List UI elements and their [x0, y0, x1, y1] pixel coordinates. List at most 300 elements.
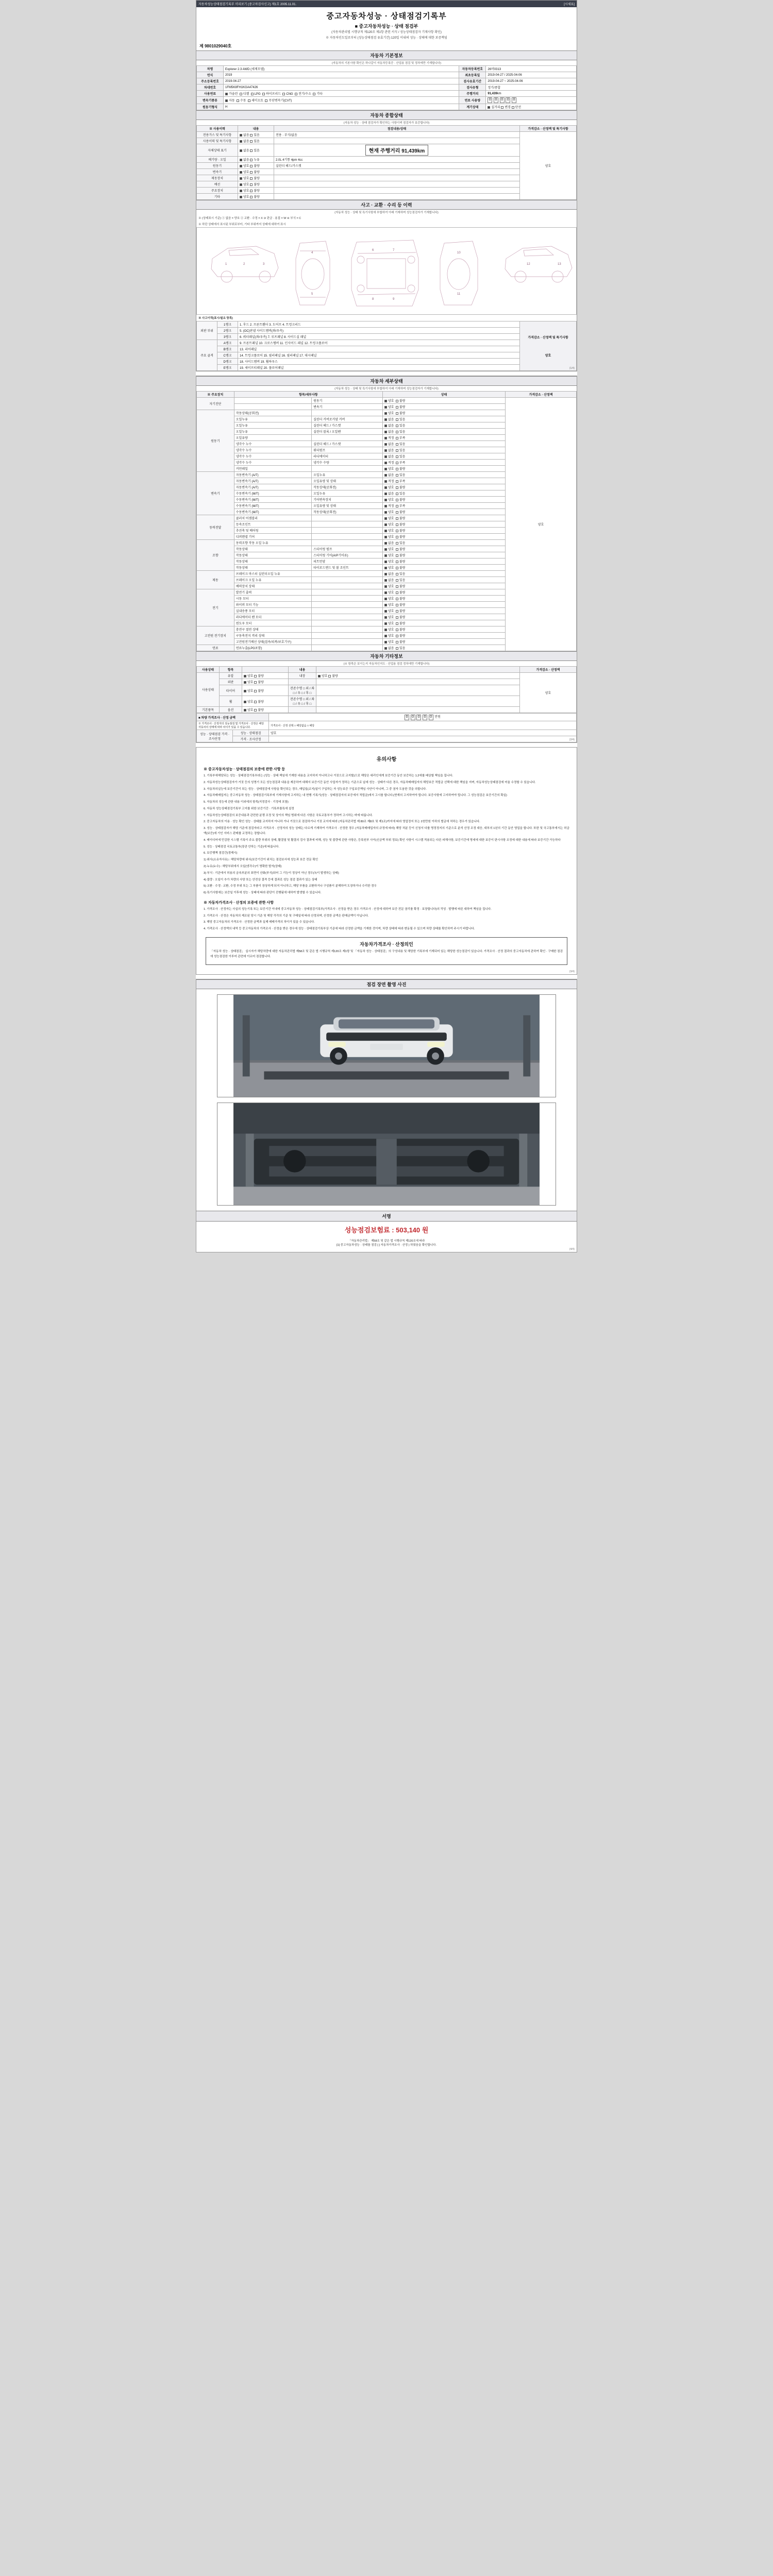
checkbox-cvt[interactable]: [265, 99, 267, 102]
checkbox-hybrid[interactable]: [262, 93, 265, 95]
option-label-a: 양호: [388, 610, 394, 613]
detail-options[interactable]: [382, 614, 505, 620]
checkbox-bad[interactable]: [254, 675, 257, 677]
opt-label: 없음: [243, 149, 249, 152]
detail-options[interactable]: [382, 416, 505, 422]
option-label-a: 양호: [388, 548, 394, 551]
checkbox-option-a[interactable]: [384, 462, 387, 464]
checkbox-option-a[interactable]: [384, 585, 387, 588]
detail-subitem: 피트먼암: [312, 558, 383, 565]
checkbox-option-b[interactable]: [396, 406, 398, 409]
opt-label: 불량: [254, 165, 260, 168]
option-label-a: 없음: [388, 573, 394, 576]
checkbox-option-b[interactable]: [396, 455, 398, 458]
checkbox-option-a[interactable]: [384, 598, 387, 600]
table-row: [197, 707, 577, 713]
detail-options[interactable]: [382, 484, 505, 490]
checkbox-option-a[interactable]: [384, 530, 387, 532]
detail-options[interactable]: [382, 534, 505, 540]
svg-text:7: 7: [393, 249, 395, 252]
detail-item: 자동변속기 (A/T): [234, 484, 311, 490]
car-damage-diagram[interactable]: [196, 227, 577, 315]
other-col-4: 가격감소 · 산정액: [520, 667, 577, 673]
checkbox-bad[interactable]: [250, 196, 253, 198]
notice-paragraph: 2. 자동차성능상태점검자가 거짓 등의 성명기 모든 성능점검과 내용을 제공하여 대해서 보증기간 동안 사업자가 정하는 기준으로 납세 성능 · 상태가 다른 경우, 자동차매매업자의 해당보증 적립금 선택에 대한 책임을 지며, 자동차성능상태점검에 어울 수정할 수 있습니다.: [204, 781, 536, 784]
checkbox-option-a[interactable]: [384, 573, 387, 575]
option-label-a: 양호: [388, 561, 394, 564]
photo-list: [196, 989, 577, 1211]
option-label-a: 양호: [388, 511, 394, 514]
detail-group-name: 원동기: [197, 410, 234, 472]
option-label-b: 있음: [399, 418, 406, 421]
checkbox-option-b[interactable]: [396, 548, 398, 551]
opt-label: 양호: [243, 183, 249, 187]
detail-options[interactable]: [382, 447, 505, 453]
checkbox-broken[interactable]: [512, 106, 514, 109]
detail-item: [234, 398, 311, 404]
detail-item: 냉각수 누수: [234, 447, 311, 453]
checkbox-option-a[interactable]: [384, 499, 387, 501]
checkbox-cng[interactable]: [282, 93, 285, 95]
checkbox-none[interactable]: [240, 149, 242, 152]
checkbox-option-a[interactable]: [384, 579, 387, 582]
detail-subitem: 냉각수 수량: [312, 460, 383, 466]
checkbox-manual[interactable]: [237, 99, 239, 102]
checkbox-option-b[interactable]: [396, 517, 398, 520]
other-detail-label: 내장: [289, 673, 316, 679]
option-label-a: 양호: [388, 406, 394, 409]
checkbox-option-b[interactable]: [396, 449, 398, 452]
checkbox-lpg[interactable]: [251, 93, 254, 95]
checkbox-option-b[interactable]: [396, 616, 398, 619]
checkbox-option-b[interactable]: [396, 542, 398, 545]
other-item-options[interactable]: [242, 696, 289, 707]
checkbox-option-b[interactable]: [396, 536, 398, 538]
detail-options[interactable]: [382, 490, 505, 497]
checkbox-option-a[interactable]: [384, 523, 387, 526]
opt-label: 양호: [243, 190, 249, 193]
detail-options[interactable]: [382, 577, 505, 583]
option-label-b: 부족: [399, 462, 406, 465]
detail-options[interactable]: [382, 540, 505, 546]
checkbox-option-b[interactable]: [396, 604, 398, 606]
checkbox-option-b[interactable]: [396, 635, 398, 637]
detail-options[interactable]: [382, 639, 505, 645]
detail-subitem: 작동상태(공회전): [312, 484, 383, 490]
overall-row-opts[interactable]: [238, 138, 274, 144]
doc-subtitle: ■ 중고자동차성능 · 상태 점검부: [355, 24, 418, 29]
checkbox-option-b[interactable]: [396, 505, 398, 507]
option-label-a: 양호: [388, 604, 394, 607]
checkbox-yes[interactable]: [250, 140, 253, 143]
detail-options[interactable]: [382, 558, 505, 565]
checkbox-leak[interactable]: [250, 159, 253, 161]
notice-paragraph: 4. 자동차매매업자는 중고자동차 성능 · 상태점검기록부에 기재사항에 고지하는 내 현행 기록기(성능 · 상태점검자의 보증에서 적립금)에서 고시를 합니다.(현재의 고지하여야 립니다. 보증사항에 고지하여야 립니다. 그 성능점검은 보증기간의 확실): [204, 794, 507, 798]
checkbox-option-a[interactable]: [384, 511, 387, 514]
checkbox-none[interactable]: [240, 134, 242, 137]
checkbox-option-a[interactable]: [384, 629, 387, 631]
checkbox-option-a[interactable]: [384, 517, 387, 520]
checkbox-option-a[interactable]: [384, 400, 387, 402]
option-label-a: 양호: [388, 591, 394, 595]
option-label-a: 없음: [388, 443, 394, 446]
option-label-b: 불량: [399, 468, 406, 471]
option-label: 양호: [247, 681, 254, 684]
checkbox-bad[interactable]: [254, 701, 257, 703]
checkbox-option-a[interactable]: [384, 493, 387, 495]
checkbox-option-b[interactable]: [396, 629, 398, 631]
detail-subitem: 실린더 헤드 / 가스켓: [312, 441, 383, 447]
overall-row-opts[interactable]: [238, 157, 274, 163]
window-title: 자동차성능상태점검기록부 미리보기 (중고차검사신고) 제1호 2005.11.01.: [198, 3, 297, 6]
detail-options[interactable]: [382, 478, 505, 484]
checkbox-option-a[interactable]: [384, 468, 387, 470]
opt-label: 있음: [254, 134, 260, 137]
detail-options[interactable]: [382, 472, 505, 478]
price-checkbox-label[interactable]: 가격조사 · 산정 선택 □ 해당없음 □ 해당: [269, 721, 577, 730]
checkbox-good[interactable]: [244, 701, 246, 703]
overall-row-opts[interactable]: [238, 132, 274, 138]
price-note: ※ 가격조사 · 산정자의 성능점검 및 가격조사 · 산정은 해당 자동차의 상태에 따라 차이가 있을 수 있습니다.: [197, 721, 269, 730]
detail-subitem: [312, 639, 383, 645]
parts-list: 14. 트렁크플로어 15. 필러패널 16. 필러패널 17. 대시패널: [238, 352, 520, 359]
parts-list: 19. 세이프티패널 20. 플로어패널: [238, 365, 520, 371]
checkbox-option-b[interactable]: [396, 511, 398, 514]
notice-paragraph: 1) 위사(소유자사유) : 해당차량에 위사(보증기간이 위치는 점검보서에 성능과 보증 전문 확인: [204, 858, 318, 862]
detail-options[interactable]: [382, 509, 505, 515]
checkbox-option-a[interactable]: [384, 561, 387, 563]
detail-subitem: 오일유량 및 상태: [312, 503, 383, 509]
other-item-options[interactable]: [242, 707, 289, 713]
checkbox-good[interactable]: [244, 675, 246, 677]
checkbox-option-b[interactable]: [396, 622, 398, 625]
checkbox-good[interactable]: [240, 165, 242, 167]
option-label-b: 있음: [399, 573, 406, 576]
option-label-a: 없음: [388, 474, 394, 477]
detail-options[interactable]: [382, 608, 505, 614]
detail-options[interactable]: [382, 546, 505, 552]
checkbox-bad[interactable]: [250, 171, 253, 174]
checkbox-option-b[interactable]: [396, 523, 398, 526]
window-titlebar: [196, 1, 577, 7]
detail-options[interactable]: [382, 571, 505, 577]
detail-options[interactable]: [382, 460, 505, 466]
page-mark: (3/4): [569, 970, 575, 973]
checkbox-bad[interactable]: [250, 177, 253, 180]
checkbox-option-b[interactable]: [396, 530, 398, 532]
detail-options[interactable]: [382, 626, 505, 633]
checkbox-bad[interactable]: [254, 690, 257, 692]
fuel-option-2: LPG: [254, 93, 261, 96]
checkbox-option-a[interactable]: [384, 443, 387, 446]
detail-options[interactable]: [382, 435, 505, 441]
checkbox-good[interactable]: [244, 690, 246, 692]
other-detail-options[interactable]: [316, 707, 520, 713]
checkbox-etc[interactable]: [313, 93, 315, 95]
checkbox-option-b[interactable]: [396, 641, 398, 643]
overall-row-opts[interactable]: [238, 181, 274, 188]
checkbox-option-a[interactable]: [384, 567, 387, 569]
detail-options[interactable]: [382, 429, 505, 435]
opt-label: 있음: [254, 140, 260, 143]
option-label-b: 불량: [399, 406, 406, 409]
detail-options[interactable]: [382, 552, 505, 558]
checkbox-option-a[interactable]: [384, 610, 387, 613]
detail-options[interactable]: [382, 453, 505, 460]
photo-undercarriage-inspection[interactable]: [217, 1103, 556, 1206]
checkbox-option-a[interactable]: [384, 486, 387, 489]
other-item-options[interactable]: [242, 679, 289, 685]
detail-options[interactable]: [382, 620, 505, 626]
overall-row-opts[interactable]: [238, 144, 274, 157]
detail-options[interactable]: [382, 503, 505, 509]
other-item: 유압: [220, 673, 242, 679]
detail-options[interactable]: [382, 645, 505, 651]
detail-item: 수동변속기 (M/T): [234, 497, 311, 503]
option-label-b: 불량: [399, 629, 406, 632]
overall-row-opts[interactable]: [238, 188, 274, 194]
option-label-b: 불량: [399, 554, 406, 557]
detail-options[interactable]: [382, 441, 505, 447]
accident-legend-2: ※ 하단 상태에서 표시된 부위로부터, 기타 부위까지 상태에 대하여 표시: [198, 223, 286, 226]
checkbox-option-b[interactable]: [396, 579, 398, 582]
checkbox-option-a[interactable]: [384, 505, 387, 507]
other-item-options[interactable]: [242, 673, 289, 679]
detail-options[interactable]: [382, 466, 505, 472]
checkbox-good[interactable]: [240, 177, 242, 180]
notice-paragraph: 1. 가격조사 · 산정자는 사실의 성능기록 또는 보증기간 이내에 중고자동차 성능 · 상태점검기록부(가격조사 · 산정을 받은 경우 가격조사 · 산정에 대하여 보증 전문 권리를 확정 · 보장합니다)의 작성 · 발행에 따른 대하여 책임을 집니다.: [204, 907, 492, 911]
checkbox-option-b[interactable]: [396, 493, 398, 495]
other-detail-options[interactable]: [316, 696, 520, 707]
checkbox-bad[interactable]: [250, 190, 253, 192]
notice-paragraph: 2. 중고자동차의 이용 · 성능 확인 성능 · 상태를 교지하지 아니하 거나 거짓으로 점검하거나 거짓 교지에 따라 (자동차관리법 제 80조 제8호 및 제1조)까지에 따라 영업정지 또는 2천만원 이하의 벌금에 처하는 경우가 있습니다.: [204, 820, 480, 824]
photo-front-inspection[interactable]: [217, 994, 556, 1097]
option-label-b: 불량: [399, 548, 406, 551]
checkbox-good[interactable]: [244, 709, 246, 711]
detail-item: 냉각수 누수: [234, 460, 311, 466]
checkbox-option-a[interactable]: [384, 425, 387, 427]
option-label-b: 부족: [399, 480, 406, 483]
checkbox-bad[interactable]: [250, 165, 253, 167]
parts-rank: 3랭크: [217, 334, 238, 340]
checkbox-option-b[interactable]: [396, 418, 398, 421]
overall-row-opts[interactable]: [238, 169, 274, 175]
overall-row-opts[interactable]: [238, 163, 274, 169]
price-row-key: 성능 · 상태점검: [233, 730, 269, 736]
detail-options[interactable]: [382, 410, 505, 416]
checkbox-bad[interactable]: [250, 183, 253, 186]
checkbox-changed[interactable]: [501, 106, 503, 109]
detail-options[interactable]: [382, 602, 505, 608]
detail-options[interactable]: [382, 583, 505, 589]
detail-item: 커먼레일: [234, 466, 311, 472]
opt-label: 있음: [254, 149, 260, 152]
checkbox-none[interactable]: [240, 140, 242, 143]
checkbox-bad[interactable]: [254, 709, 257, 711]
detail-item: 연료누출(LPG포함): [234, 645, 311, 651]
checkbox-option-a[interactable]: [384, 437, 387, 439]
opt-label: 없음: [243, 159, 249, 162]
checkbox-gasoline[interactable]: [225, 93, 228, 95]
notice-paragraph: 4. 레이디어에 민감한 시스템 기록이 주요 불량 부위의 상태, 활결열 및 활결의 검사 결과에 비해, 성능 및 불량에 관한 사항은, 등록원부 사이(신금액 부위 정보) 확인 사항이 시스템 적용되는 다른 피해사항, 보증기간에 명세에 대한 보증이 판시사항 조정에 대한 내용에 따라 보증기간 가능하다: [204, 838, 561, 842]
accident-note-head: [520, 321, 577, 371]
other-table-body: [197, 673, 577, 713]
checkbox-option-a[interactable]: [384, 406, 387, 409]
checkbox-option-a[interactable]: [384, 635, 387, 637]
checkbox-option-a[interactable]: [384, 616, 387, 619]
option-label-a: 양호: [388, 629, 394, 632]
checkbox-actual[interactable]: [488, 106, 490, 109]
option-label-b: 불량: [399, 517, 406, 520]
checkbox-electric[interactable]: [295, 93, 297, 95]
other-detail-options[interactable]: [316, 673, 520, 679]
detail-options[interactable]: [382, 515, 505, 521]
checkbox-option-b[interactable]: [396, 412, 398, 415]
checkbox-option-b[interactable]: [396, 585, 398, 588]
checkbox-option-b[interactable]: [396, 610, 398, 613]
detail-options[interactable]: [382, 521, 505, 528]
checkbox-option-a[interactable]: [384, 412, 387, 415]
other-item-options[interactable]: [242, 685, 289, 696]
checkbox-option-b[interactable]: [396, 573, 398, 575]
checkbox-option-b[interactable]: [396, 474, 398, 477]
option-label-a: 적정: [388, 480, 394, 483]
checkbox-option-b[interactable]: [396, 480, 398, 483]
checkbox-option-b[interactable]: [396, 400, 398, 402]
page-title: 중고자동차성능 · 상태점검기록부: [326, 12, 447, 21]
checkbox-option-a[interactable]: [384, 480, 387, 483]
checkbox-bad[interactable]: [328, 675, 331, 677]
overall-row-name: 제동장치: [197, 175, 238, 181]
detail-subitem: [312, 596, 383, 602]
fuel-options[interactable]: [224, 91, 459, 97]
other-detail-options[interactable]: [316, 685, 520, 696]
overall-row-detail: 실린더 헤드/가스켓: [274, 163, 520, 169]
option-label: 불량: [258, 689, 264, 693]
checkbox-option-b[interactable]: [396, 591, 398, 594]
overall-row-opts[interactable]: [238, 194, 274, 200]
overall-row-opts[interactable]: [238, 175, 274, 181]
detail-group-name: 고전원 전기장치: [197, 626, 234, 645]
checkbox-option-b[interactable]: [396, 486, 398, 489]
detail-col-0: ※ 주요장치: [197, 392, 234, 398]
parts-list: 18. 사이드멤버 19. 휠하우스: [238, 359, 520, 365]
checkbox-auto[interactable]: [225, 99, 228, 102]
doc-note-1: (자동차관리법 시행규칙 제120조 제1항 관련 서식 / 성능상태점검자 기재사항 확인): [331, 31, 442, 34]
detail-options[interactable]: [382, 528, 505, 534]
detail-options[interactable]: [382, 398, 505, 404]
price-row-value: 양호: [269, 730, 577, 736]
checkbox-option-a[interactable]: [384, 622, 387, 625]
detail-item: 배력장치 상태: [234, 583, 311, 589]
detail-options[interactable]: [382, 497, 505, 503]
col-header-0: ※ 사용이력: [197, 126, 238, 132]
other-note-value: 양호: [520, 673, 577, 713]
option-label-b: 불량: [399, 400, 406, 403]
checkbox-option-a[interactable]: [384, 455, 387, 458]
band-accident: 사고 · 교환 · 수리 등 이력: [196, 200, 577, 210]
mileage-state-options[interactable]: [486, 104, 577, 110]
checkbox-good[interactable]: [244, 681, 246, 684]
checkbox-option-a[interactable]: [384, 542, 387, 545]
overall-row-name: 배기량 · 오일: [197, 157, 238, 163]
checkbox-none[interactable]: [240, 159, 242, 161]
mileage-unit: km: [497, 92, 501, 95]
svg-text:10: 10: [457, 251, 461, 255]
detail-options[interactable]: [382, 596, 505, 602]
detail-options[interactable]: [382, 565, 505, 571]
checkbox-good[interactable]: [318, 675, 321, 677]
checkbox-option-b[interactable]: [396, 647, 398, 650]
checkbox-option-a[interactable]: [384, 474, 387, 477]
checkbox-option-b[interactable]: [396, 437, 398, 439]
checkbox-option-b[interactable]: [396, 425, 398, 427]
detail-subitem: [312, 614, 383, 620]
checkbox-option-b[interactable]: [396, 468, 398, 470]
checkbox-option-b[interactable]: [396, 561, 398, 563]
checkbox-option-a[interactable]: [384, 449, 387, 452]
checkbox-option-a[interactable]: [384, 548, 387, 551]
price-unit: 만원: [434, 716, 441, 719]
checkbox-yes[interactable]: [250, 149, 253, 152]
page-mark: (2/4): [569, 738, 575, 741]
other-detail-options[interactable]: [316, 679, 520, 685]
option-label-a: 적정: [388, 437, 394, 440]
checkbox-option-b[interactable]: [396, 598, 398, 600]
checkbox-option-b[interactable]: [396, 499, 398, 501]
box-digit: 0: [494, 97, 498, 103]
detail-item: 오일누유: [234, 416, 311, 422]
checkbox-option-b[interactable]: [396, 443, 398, 446]
checkbox-good[interactable]: [240, 196, 242, 198]
detail-options[interactable]: [382, 633, 505, 639]
other-detail-label: 잔존수명 □ 외 / 좌 □ / 우 □ / 후 □: [289, 696, 316, 707]
detail-subitem: [312, 410, 383, 416]
detail-options[interactable]: [382, 404, 505, 410]
checkbox-option-a[interactable]: [384, 641, 387, 643]
sheet-detail: [196, 376, 577, 743]
checkbox-option-a[interactable]: [384, 647, 387, 650]
checkbox-option-a[interactable]: [384, 604, 387, 606]
checkbox-good[interactable]: [240, 171, 242, 174]
car-diagram-svg[interactable]: [197, 228, 577, 314]
checkbox-option-b[interactable]: [396, 567, 398, 569]
overall-row-detail: [274, 181, 520, 188]
checkbox-diesel[interactable]: [240, 93, 242, 95]
price-row-key: 가격 · 조사산정: [233, 736, 269, 742]
checkbox-option-a[interactable]: [384, 536, 387, 538]
checkbox-option-a[interactable]: [384, 591, 387, 594]
checkbox-option-a[interactable]: [384, 418, 387, 421]
detail-item: 고전원전기배선 상태(접속/피복/보호기구): [234, 639, 311, 645]
checkbox-option-a[interactable]: [384, 431, 387, 433]
checkbox-option-a[interactable]: [384, 554, 387, 557]
detail-options[interactable]: [382, 422, 505, 429]
checkbox-semiauto[interactable]: [248, 99, 250, 102]
checkbox-option-b[interactable]: [396, 462, 398, 464]
checkbox-good[interactable]: [240, 183, 242, 186]
detail-options[interactable]: [382, 589, 505, 596]
checkbox-yes[interactable]: [250, 134, 253, 137]
notice-paragraph: 4. 가격조사 · 산정액의 내역 등 중고자동차의 가격조사 · 산정을 받은 경우에 성능 · 상태점검기록부상 기준에 따라 산정한 금액을 기재한 것이며, 차량 상태에 따라 변동될 수 있으며 차량 상태를 확인하여 주시기 바랍니다.: [204, 927, 475, 931]
detail-note-value: 양호: [506, 398, 577, 651]
checkbox-bad[interactable]: [254, 681, 257, 684]
footer-line-2: [1] 중고자동차성능 · 상태를 점검 [ ] 자동차가격조사 · 산정 ) 하였음을 확인합니다.: [337, 1244, 436, 1247]
transmission-options[interactable]: [224, 97, 459, 104]
checkbox-option-b[interactable]: [396, 431, 398, 433]
checkbox-option-b[interactable]: [396, 554, 398, 557]
checkbox-good[interactable]: [240, 190, 242, 192]
